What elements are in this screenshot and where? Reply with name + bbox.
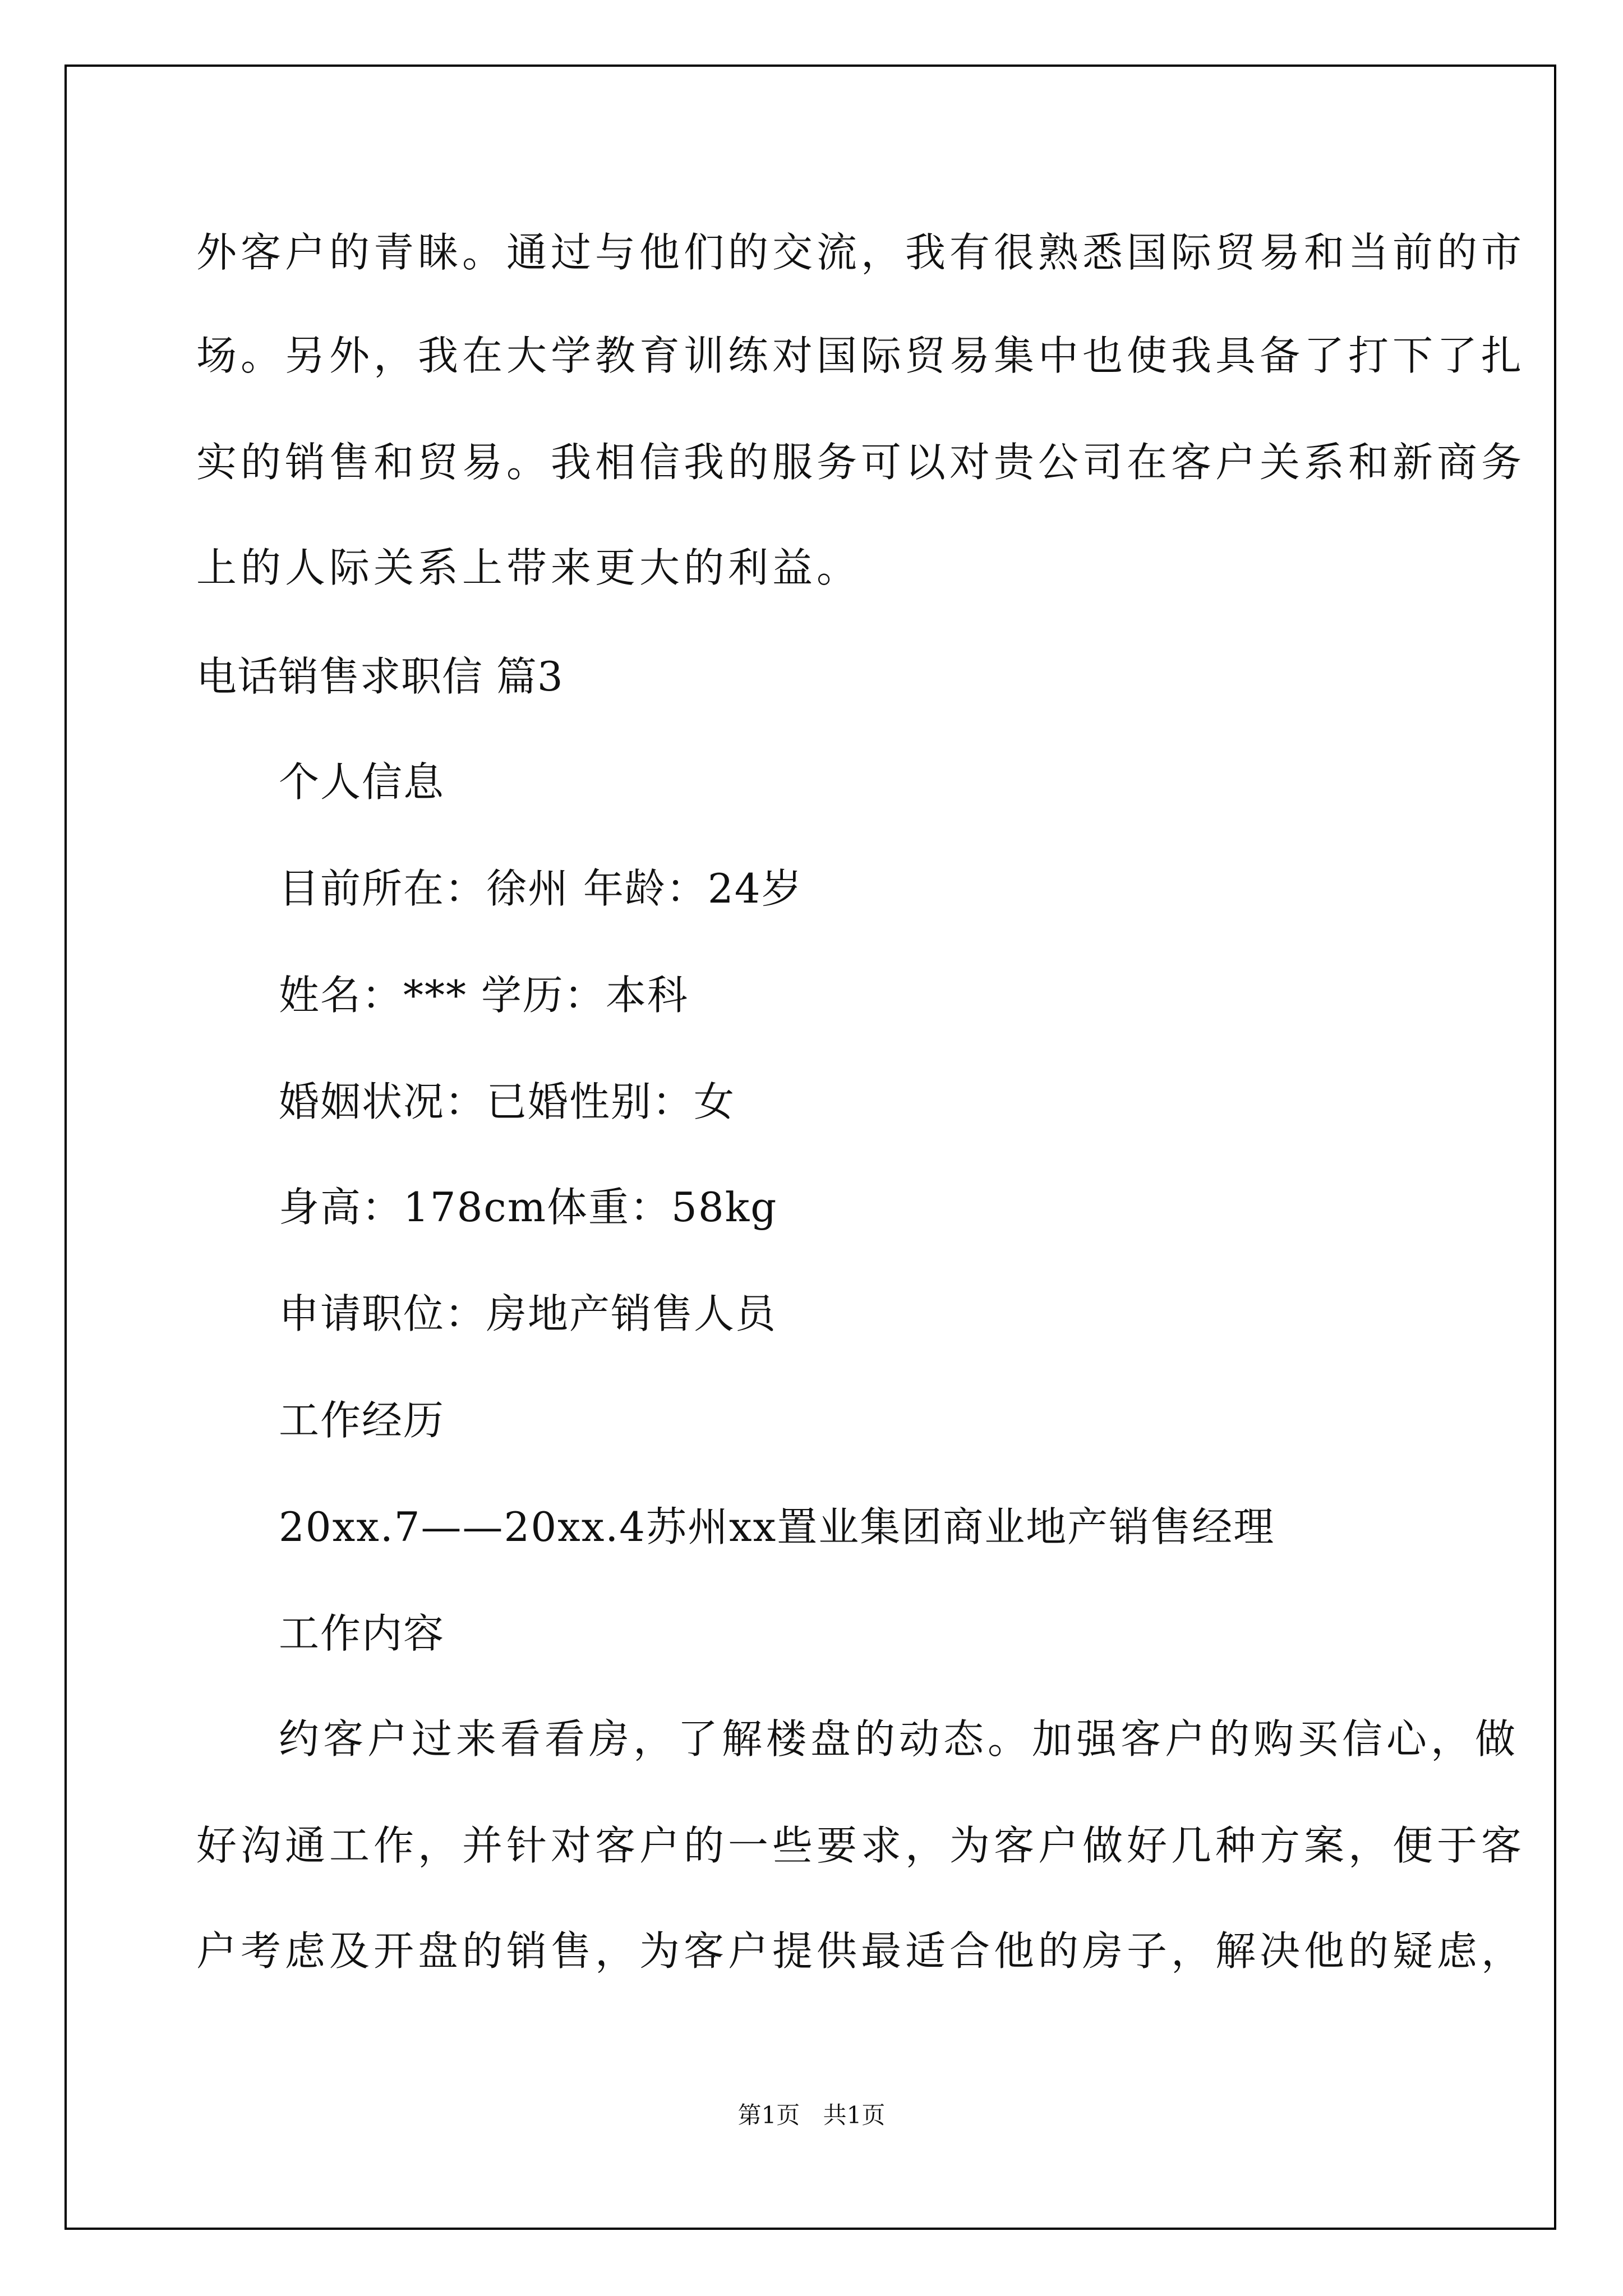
work-experience-heading: 工作经历 [279, 1397, 445, 1444]
marital-gender-line: 婚姻状况：已婚性别：女 [279, 1078, 736, 1125]
work-content-line-1: 约客户过来看看房，了解楼盘的动态。加强客户的购买信心，做 [279, 1715, 1520, 1763]
intro-line-4: 上的人际关系上带来更大的利益。 [196, 544, 861, 591]
page-border [64, 65, 1556, 2230]
page-total: 共1页 [823, 2101, 886, 2129]
location-age-line: 目前所在：徐州 年龄：24岁 [279, 865, 803, 912]
intro-line-1: 外客户的青睐。通过与他们的交流，我有很熟悉国际贸易和当前的市 [196, 229, 1526, 276]
name-education-line: 姓名：*** 学历：本科 [279, 972, 689, 1019]
page-footer [0, 2097, 1623, 2131]
height-weight-line: 身高：178cm体重：58kg [279, 1184, 778, 1231]
work-experience-entry: 20xx.7——20xx.4苏州xx置业集团商业地产销售经理 [279, 1503, 1275, 1550]
work-content-heading: 工作内容 [279, 1610, 445, 1657]
work-content-line-3: 户考虑及开盘的销售，为客户提供最适合他的房子，解决他的疑虑， [196, 1927, 1526, 1975]
work-content-line-2: 好沟通工作，并针对客户的一些要求，为客户做好几种方案，便于客 [196, 1822, 1526, 1869]
section-heading: 电话销售求职信 篇3 [196, 653, 564, 700]
position-line: 申请职位：房地产销售人员 [279, 1290, 777, 1337]
personal-info-heading: 个人信息 [279, 758, 445, 806]
intro-line-2: 场。另外，我在大学教育训练对国际贸易集中也使我具备了打下了扎 [196, 332, 1526, 379]
page-number: 第1页 [737, 2101, 800, 2129]
intro-line-3: 实的销售和贸易。我相信我的服务可以对贵公司在客户关系和新商务 [196, 439, 1526, 486]
